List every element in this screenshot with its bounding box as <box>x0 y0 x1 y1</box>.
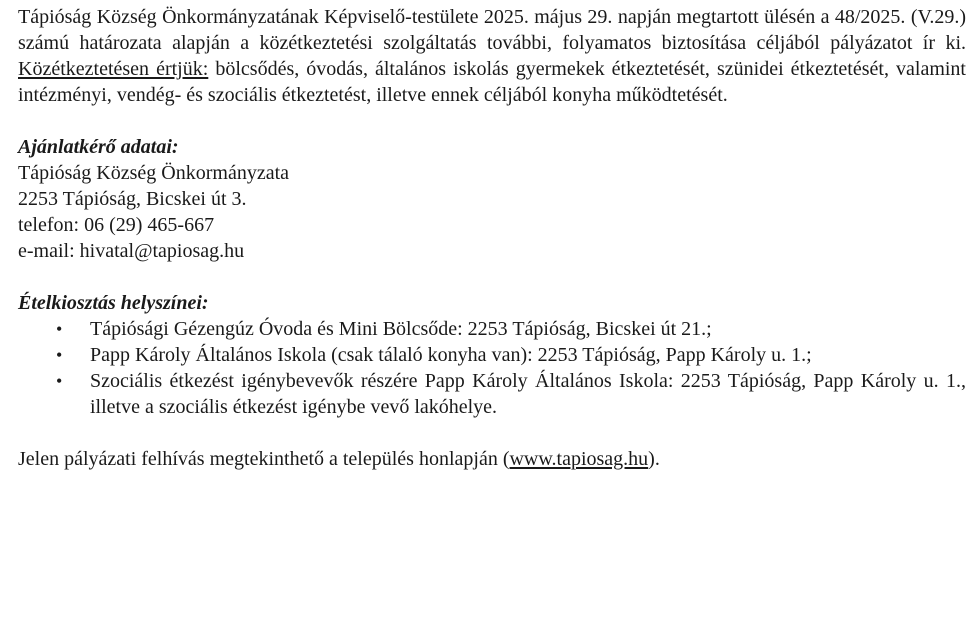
requester-address: 2253 Tápióság, Bicskei út 3. <box>18 188 247 210</box>
bullet-icon: • <box>56 345 63 365</box>
requester-name: Tápióság Község Önkormányzata <box>18 162 290 184</box>
bullet-icon: • <box>56 319 63 339</box>
locations-list <box>18 316 966 420</box>
intro-underlined-term: Közétkeztetésen értjük: <box>18 58 209 80</box>
location-item <box>18 316 966 342</box>
footer-paragraph <box>18 446 966 472</box>
requester-heading: Ajánlatkérő adatai: <box>18 136 179 158</box>
footer-text-end: ). <box>648 448 660 470</box>
document-page <box>18 4 966 472</box>
intro-text-end: bölcsődés, óvodás, általános iskolás gyermekek étkeztetését, szünidei étkeztetését, valamint intézményi, vendég- és szociális étkeztetést, illetve ennek céljából konyha működtetését. <box>18 58 966 106</box>
intro-text-start: Tápióság Község Önkormányzatának Képviselő-testülete 2025. május 29. napján megtartott ülésén a 48/2025. (V.29.) számú határozata alapján a közétkeztetési szolgáltatás további, folyamatos biztosítása céljából pályázatot ír ki. <box>18 6 966 54</box>
location-item <box>18 342 966 368</box>
location-item <box>18 368 966 420</box>
footer-text-start: Jelen pályázati felhívás megtekinthető a település honlapján ( <box>18 448 510 470</box>
location-item-text: Tápiósági Gézengúz Óvoda és Mini Bölcsőde: 2253 Tápióság, Bicskei út 21.; <box>90 318 712 340</box>
intro-paragraph <box>18 4 966 108</box>
requester-phone: telefon: 06 (29) 465-667 <box>18 214 215 236</box>
bullet-icon: • <box>56 371 63 391</box>
locations-section <box>18 290 966 420</box>
requester-section <box>18 134 966 264</box>
requester-email: e-mail: hivatal@tapiosag.hu <box>18 240 245 262</box>
location-item-text: Szociális étkezést igénybevevők részére Papp Károly Általános Iskola: 2253 Tápióság, Papp Károly u. 1., illetve a szociális étkezést igénybe vevő lakóhelye. <box>90 370 966 418</box>
location-item-text: Papp Károly Általános Iskola (csak tálaló konyha van): 2253 Tápióság, Papp Károly u. 1.; <box>90 344 812 366</box>
locations-heading: Ételkiosztás helyszínei: <box>18 292 209 314</box>
website-link[interactable]: www.tapiosag.hu <box>509 448 649 470</box>
